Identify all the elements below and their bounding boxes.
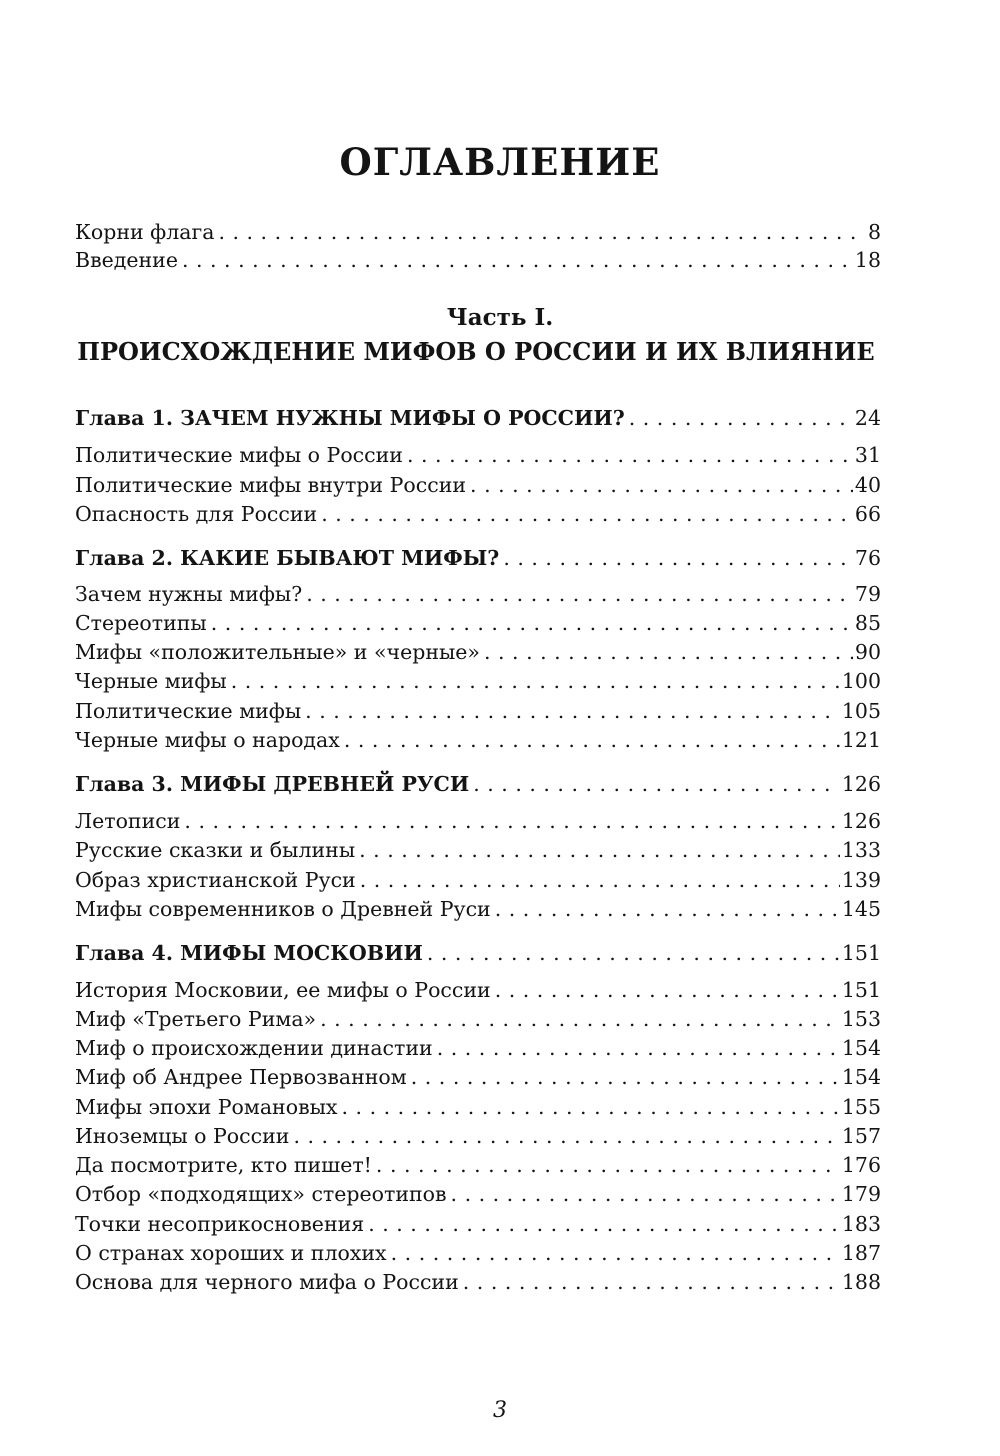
toc-entry-page: 90 [854,640,881,664]
toc-entry-page: 126 [841,809,881,833]
page-number: 3 [493,1398,507,1423]
toc-entry [75,895,881,924]
toc-entry-page: 154 [841,1036,881,1060]
toc-entry [75,500,881,529]
toc-entry-page: 151 [841,978,881,1002]
leader-dots [321,500,853,529]
toc-entry-page: 187 [841,1241,881,1265]
leader-dots [359,836,840,865]
toc-entry [75,441,881,470]
toc-entry-label: Мифы эпохи Романовых [75,1095,338,1119]
toc-entry [75,667,881,696]
toc-entry-page: 79 [854,582,881,606]
toc-entry [75,697,881,726]
toc-entry-page: 85 [854,611,881,635]
toc-entry-page: 31 [854,443,881,467]
leader-dots [368,1210,840,1239]
toc-entry [75,1034,881,1063]
toc-entry-label: История Московии, ее мифы о России [75,978,491,1002]
leader-dots [344,726,840,755]
toc-entry-page: 76 [854,546,881,570]
toc-entry-page: 121 [841,728,881,752]
toc-entry [75,1122,881,1151]
leader-dots [629,404,853,433]
toc-entry-label: Отбор «подходящих» стереотипов [75,1182,447,1206]
leader-dots [293,1122,839,1151]
toc-entry [75,726,881,755]
toc-entry [75,246,881,275]
toc-entry-label: Корни флага [75,220,215,244]
toc-entry-label: Введение [75,248,178,272]
toc-entry-page: 179 [841,1182,881,1206]
toc-entry-label: Зачем нужны мифы? [75,582,303,606]
toc-entry [75,1180,881,1209]
toc-entry-page: 188 [841,1270,881,1294]
toc-chapter-label: Глава 1. ЗАЧЕМ НУЖНЫ МИФЫ О РОССИИ? [75,406,625,430]
toc-entry-label: Летописи [75,809,181,833]
toc-entry-label: Мифы современников о Древней Руси [75,897,491,921]
toc-entry [75,836,881,865]
leader-dots [231,667,840,696]
toc-entry-page: 133 [841,838,881,862]
toc-entry-label: Опасность для России [75,502,318,526]
toc-chapter-label: Глава 2. КАКИЕ БЫВАЮТ МИФЫ? [75,546,500,570]
toc-chapter-label: Глава 3. МИФЫ ДРЕВНЕЙ РУСИ [75,772,470,796]
part-title: ПРОИСХОЖДЕНИЕ МИФОВ О РОССИИ И ИХ ВЛИЯНИЕ [77,337,875,366]
toc-entry-label: Политические мифы о России [75,443,403,467]
leader-dots [427,939,840,968]
toc-entry-page: 100 [841,669,881,693]
leader-dots [305,697,840,726]
leader-dots [463,1268,840,1297]
leader-dots [451,1180,840,1209]
toc-entry-page: 66 [854,502,881,526]
toc-chapter-entry [75,544,881,573]
toc-entry-label: Основа для черного мифа о России [75,1270,459,1294]
toc-entry [75,638,881,667]
leader-dots [495,976,840,1005]
toc-entry-page: 154 [841,1065,881,1089]
leader-dots [411,1063,840,1092]
toc-entry [75,580,881,609]
toc-entry [75,807,881,836]
toc-entry-page: 24 [854,406,881,430]
toc-chapter-entry [75,770,881,799]
toc-chapter-label: Глава 4. МИФЫ МОСКОВИИ [75,941,423,965]
toc-entry-label: Стереотипы [75,611,207,635]
toc-entry [75,471,881,500]
leader-dots [470,471,853,500]
toc-entry-page: 126 [841,772,881,796]
toc-entry [75,1005,881,1034]
toc-entry-label: Черные мифы [75,669,227,693]
leader-dots [211,609,853,638]
part-number: Часть I. [446,304,554,331]
toc-entry [75,976,881,1005]
leader-dots [342,1093,840,1122]
toc-entry [75,218,881,247]
leader-dots [484,638,853,667]
toc-entry-label: Иноземцы о России [75,1124,290,1148]
toc-entry [75,609,881,638]
leader-dots [376,1151,840,1180]
toc-entry-label: О странах хороших и плохих [75,1241,387,1265]
toc-chapter-entry [75,939,881,968]
toc-entry-label: Черные мифы о народах [75,728,340,752]
toc-entry-page: 155 [841,1095,881,1119]
leader-dots [184,807,839,836]
toc-entry-label: Политические мифы внутри России [75,473,467,497]
leader-dots [503,544,853,573]
toc-entry [75,1239,881,1268]
leader-dots [437,1034,840,1063]
toc-entry [75,866,881,895]
leader-dots [360,866,840,895]
toc-entry-label: Точки несоприкосновения [75,1212,365,1236]
toc-entry [75,1093,881,1122]
toc-entry-page: 18 [854,248,881,272]
leader-dots [407,441,853,470]
toc-entry-page: 139 [841,868,881,892]
toc-entry-page: 145 [841,897,881,921]
toc-entry-label: Миф о происхождении династии [75,1036,433,1060]
toc-entry-page: 157 [841,1124,881,1148]
toc-entry [75,1151,881,1180]
toc-entry-page: 151 [841,941,881,965]
toc-entry-label: Русские сказки и былины [75,838,356,862]
toc-entry-label: Политические мифы [75,699,302,723]
toc-chapter-entry [75,404,881,433]
leader-dots [182,246,853,275]
toc-entry-page: 105 [841,699,881,723]
page-title: ОГЛАВЛЕНИЕ [339,140,661,184]
leader-dots [391,1239,840,1268]
toc-entry-label: Образ христианской Руси [75,868,356,892]
toc-entry-label: Мифы «положительные» и «черные» [75,640,480,664]
toc-entry-label: Миф об Андрее Первозванном [75,1065,407,1089]
toc-entry-page: 40 [854,473,881,497]
toc-entry-page: 8 [867,220,881,244]
toc-entry [75,1210,881,1239]
toc-entry-label: Миф «Третьего Рима» [75,1007,317,1031]
leader-dots [495,895,840,924]
toc-entry [75,1063,881,1092]
toc-entry [75,1268,881,1297]
leader-dots [306,580,853,609]
toc-entry-page: 176 [841,1153,881,1177]
leader-dots [218,218,866,247]
leader-dots [473,770,840,799]
toc-entry-page: 183 [841,1212,881,1236]
toc-entry-label: Да посмотрите, кто пишет! [75,1153,372,1177]
toc-entry-page: 153 [841,1007,881,1031]
leader-dots [320,1005,840,1034]
